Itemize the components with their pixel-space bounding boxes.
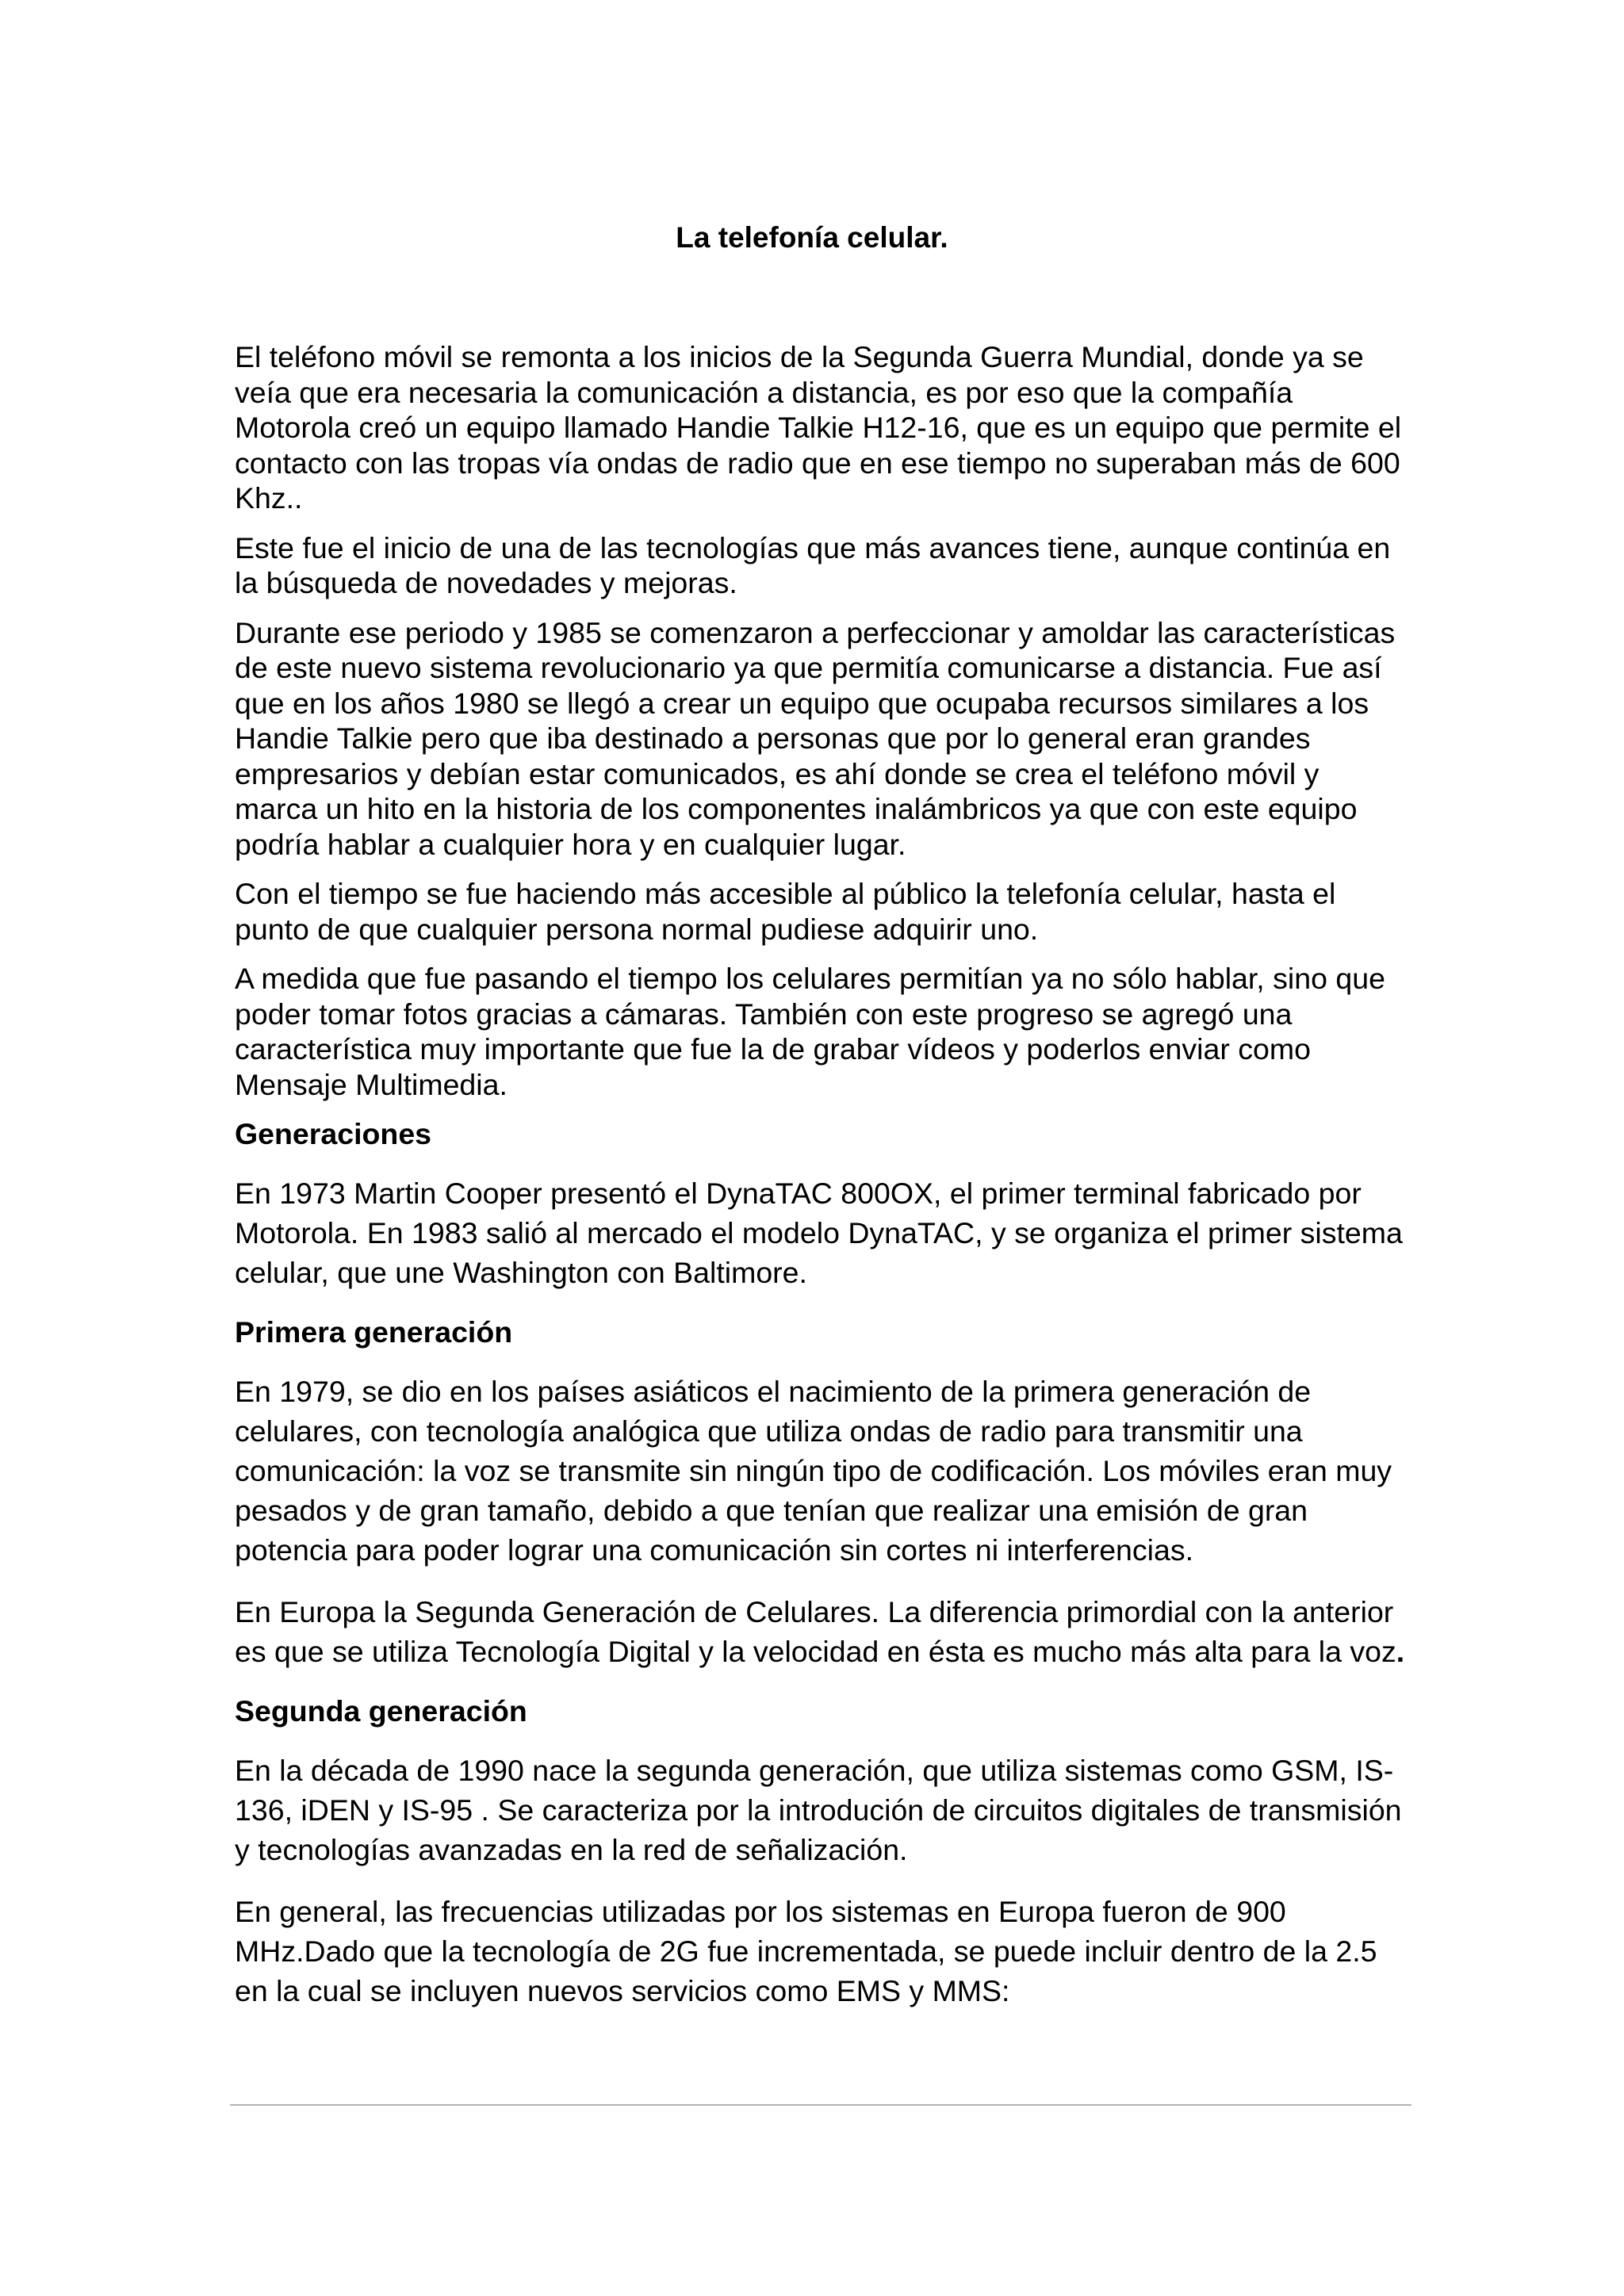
paragraph-primera-2-bold-period: . — [1396, 1635, 1405, 1668]
paragraph-intro-1: El teléfono móvil se remonta a los inicios de la Segunda Guerra Mundial, donde ya se veía que era necesaria la comunicación a distancia, es por eso que la compañía Motorola creó un equipo llamado Handie Talkie H12-16, que es un equipo que permite el contacto con las tropas vía ondas de radio que en ese tiempo no superaban más de 600 Khz.. — [235, 340, 1402, 515]
document-body — [235, 339, 1408, 2033]
paragraph-intro-3: Durante ese periodo y 1985 se comenzaron a perfeccionar y amoldar las características de este nuevo sistema revolucionario ya que permitía comunicarse a distancia. Fue así que en los años 1980 se llegó a crear un equipo que ocupaba recursos similares a los Handie Talkie pero que iba destinado a personas que por lo general eran grandes empresarios y debían estar comunicados, es ahí donde se crea el teléfono móvil y marca un hito en la historia de los componentes inalámbricos ya que con este equipo podría hablar a cualquier hora y en cualquier lugar. — [235, 615, 1396, 861]
paragraph-primera-2-text: En Europa la Segunda Generación de Celulares. La diferencia primordial con la anterior es que se utiliza Tecnología Digital y la velocidad en ésta es mucho más alta para la voz — [235, 1595, 1396, 1668]
paragraph-intro-5: A medida que fue pasando el tiempo los celulares permitían ya no sólo hablar, sino que poder tomar fotos gracias a cámaras. También con este progreso se agregó una característica muy importante que fue la de grabar vídeos y poderlos enviar como Mensaje Multimedia. — [235, 962, 1385, 1101]
footer-divider — [230, 2104, 1411, 2106]
document-title: La telefonía celular. — [676, 221, 948, 254]
paragraph-intro-4: Con el tiempo se fue haciendo más accesible al público la telefonía celular, hasta el punto de que cualquier persona normal pudiese adquirir uno. — [235, 877, 1336, 946]
heading-primera-generacion: Primera generación — [235, 1315, 513, 1349]
paragraph-primera-2 — [235, 1592, 1408, 1671]
paragraph-generaciones: En 1973 Martin Cooper presentó el DynaTAC 800OX, el primer terminal fabricado por Motorola. En 1983 salió al mercado el modelo DynaTAC, y se organiza el primer sistema celular, que une Washington con Baltimore. — [235, 1177, 1403, 1289]
paragraph-intro-2: Este fue el inicio de una de las tecnologías que más avances tiene, aunque continúa en la búsqueda de novedades y mejoras. — [235, 530, 1391, 599]
heading-segunda-generacion: Segunda generación — [235, 1694, 527, 1728]
paragraph-primera-1: En 1979, se dio en los países asiáticos el nacimiento de la primera generación de celulares, con tecnología analógica que utiliza ondas de radio para transmitir una comunicación: la voz se transmite sin ningún tipo de codificación. Los móviles eran muy pesados y de gran tamaño, debido a que tenían que realizar una emisión de gran potencia para poder lograr una comunicación sin cortes ni interferencias. — [235, 1375, 1392, 1567]
heading-generaciones: Generaciones — [235, 1117, 432, 1150]
paragraph-segunda-2: En general, las frecuencias utilizadas por los sistemas en Europa fueron de 900 MHz.Dado que la tecnología de 2G fue incrementada, se puede incluir dentro de la 2.5 en la cual se incluyen nuevos servicios como EMS y MMS: — [235, 1895, 1377, 2007]
paragraph-segunda-1: En la década de 1990 nace la segunda generación, que utiliza sistemas como GSM, IS-136, iDEN y IS-95 . Se caracteriza por la introdución de circuitos digitales de transmisión y tecnologías avanzadas en la red de señalización. — [235, 1754, 1402, 1866]
